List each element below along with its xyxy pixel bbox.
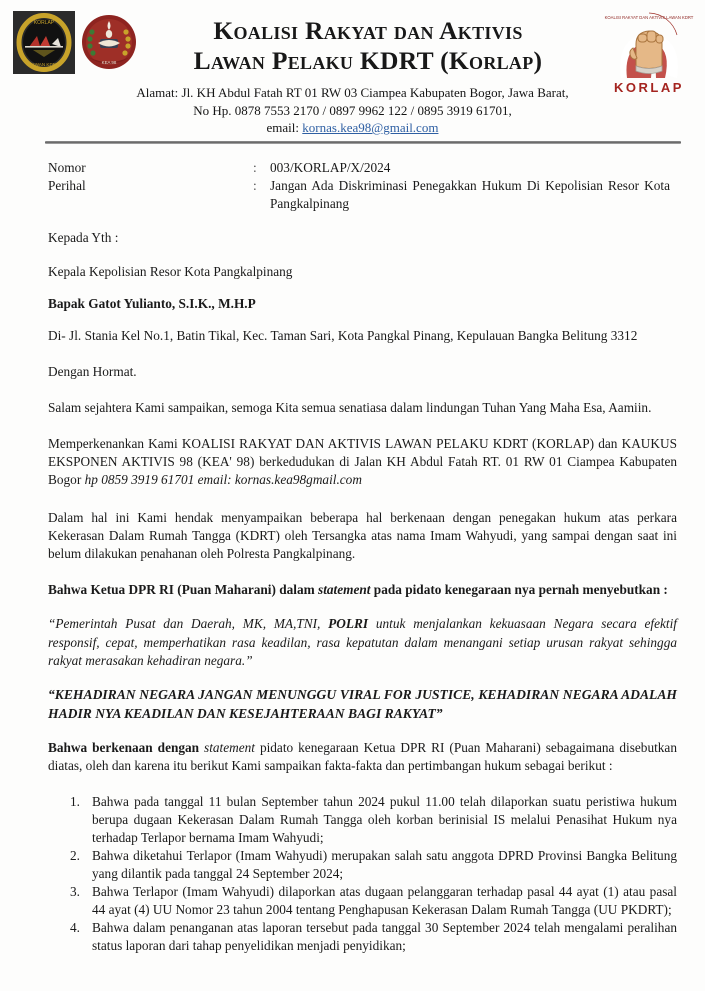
list-item bbox=[48, 847, 677, 883]
meta-row-perihal bbox=[48, 177, 677, 213]
recipient-name: Bapak Gatot Yulianto, S.I.K., M.H.P bbox=[48, 296, 256, 311]
berkenaan-part1: Bahwa berkenaan dengan bbox=[48, 739, 205, 755]
korlap-fist-logo bbox=[603, 8, 695, 96]
email-link[interactable]: kornas.kea98@gmail.com bbox=[302, 120, 439, 135]
recipient-salutation: Kepada Yth : bbox=[48, 230, 119, 245]
quote-pemerintah-pusat bbox=[48, 615, 677, 671]
svg-text:LAWAN KDRT: LAWAN KDRT bbox=[29, 62, 59, 67]
paragraph-intro-contact: hp 0859 3919 61701 email: kornas.kea98gmail.com bbox=[84, 472, 362, 487]
email-label: email: bbox=[266, 120, 300, 135]
korlap-wordmark: KORLAP bbox=[614, 80, 684, 95]
meta-colon-perihal: : bbox=[253, 178, 257, 193]
organization-title bbox=[148, 16, 588, 76]
org-title-line-1: Koalisi Rakyat dan Aktivis bbox=[213, 16, 523, 45]
svg-text:KORLAP: KORLAP bbox=[33, 20, 55, 26]
org-title-line-2: Lawan Pelaku KDRT (Korlap) bbox=[193, 46, 543, 75]
letterhead bbox=[0, 0, 705, 142]
bahwa-ketua-statement-italic: statement bbox=[318, 582, 371, 597]
paragraph-salam: Salam sejahtera Kami sampaikan, semoga Kita semua senatiasa dalam lindungan Tuhan Yang Maha Esa, Aamiin. bbox=[48, 400, 652, 415]
meta-colon-nomor: : bbox=[253, 160, 257, 175]
garuda-pancasila-emblem bbox=[13, 11, 75, 74]
quote1-polri-bold: POLRI bbox=[328, 616, 369, 631]
meta-label-perihal: Perihal bbox=[48, 178, 86, 193]
letter-meta-block bbox=[48, 159, 677, 213]
berkenaan-part2: pidato kenegaraan Ketua DPR RI (Puan Maharani) sebagaimana disebutkan diatas, oleh dan karena itu berikut Kami sampaikan fakta-fakta dan pertimbangan hukum sebagai berikut : bbox=[48, 739, 677, 773]
paragraph-bahwa-ketua-dpr bbox=[48, 581, 677, 599]
address-line-1: Alamat: Jl. KH Abdul Fatah RT 01 RW 03 Ciampea Kabupaten Bogor, Jawa Barat, bbox=[136, 85, 569, 100]
quote1-part-a: “Pemerintah Pusat dan Daerah, MK, MA,TNI, bbox=[48, 616, 329, 631]
bahwa-ketua-part1: Bahwa Ketua DPR RI (Puan Maharani) dalam bbox=[48, 582, 319, 597]
berkenaan-statement-italic: statement bbox=[204, 739, 255, 755]
paragraph-intro-text: Memperkenankan Kami KOALISI RAKYAT DAN AKTIVIS LAWAN PELAKU KDRT (KORLAP) dan KAUKUS EKSPONEN AKTIVIS 98 (KEA' 98) berkedudukan di Jalan KH Abdul Fatah RT. 01 RW 01 Ciampea Kabupaten Bogor bbox=[48, 436, 677, 487]
organization-address bbox=[40, 84, 665, 137]
list-item-number: 4. bbox=[70, 919, 80, 935]
svg-text:KOALISI RAKYAT DAN AKTIVIS LAW: KOALISI RAKYAT DAN AKTIVIS LAWAN KDRT bbox=[604, 15, 694, 20]
quote-kehadiran-negara: “KEHADIRAN NEGARA JANGAN MENUNGGU VIRAL FOR JUSTICE, KEHADIRAN NEGARA ADALAH HADIR NYA KEADILAN DAN KESEJAHTERAAN BAGI RAKYAT” bbox=[48, 686, 677, 721]
quote1-part-b: untuk menjalankan kekuasaan Negara secara efektif responsif, cepat, memperhatikan rasa keadilan, rasa kepatutan dalam menangani setiap urusan rakyat sehingga rakyat merasakan kehadiran negara.” bbox=[48, 616, 677, 668]
email-line bbox=[40, 119, 665, 137]
list-item-number: 2. bbox=[70, 847, 80, 863]
address-line-2: No Hp. 0878 7553 2170 / 0897 9962 122 / 0895 3919 61701, bbox=[193, 102, 512, 118]
facts-list bbox=[48, 793, 677, 955]
meta-row-nomor bbox=[48, 159, 677, 177]
bahwa-ketua-part2: pada pidato kenegaraan nya pernah menyebutkan : bbox=[370, 582, 668, 597]
greeting: Dengan Hormat. bbox=[48, 364, 137, 379]
list-item-text: Bahwa diketahui Terlapor (Imam Wahyudi) merupakan salah satu anggota DPRD Provinsi Bangka Belitung yang dilantik pada tanggal 24 September 2024; bbox=[92, 847, 677, 881]
paragraph-maksud: Dalam hal ini Kami hendak menyampaikan beberapa hal berkenaan dengan penegakan hukum atas perkara Kekerasan Dalam Rumah Tangga (KDRT) oleh Tersangka atas nama Imam Wahyudi, yang sampai dengan saat ini belum dilakukan penahanan oleh Polresta Pangkalpinang. bbox=[48, 510, 677, 561]
letter-body bbox=[0, 142, 705, 955]
svg-text:KEA 98: KEA 98 bbox=[101, 60, 117, 65]
list-item bbox=[48, 919, 677, 955]
list-item-text: Bahwa pada tanggal 11 bulan September tahun 2024 pukul 11.00 telah dilaporkan suatu peristiwa hukum berupa dugaan Kekerasan Dalam Rumah Tangga oleh korban berinisial IS melalui Penasihat Hukum nya terhadap Terlapor bernama Imam Wahyudi; bbox=[92, 793, 677, 845]
list-item-number: 3. bbox=[70, 883, 80, 899]
list-item-number: 1. bbox=[70, 793, 80, 809]
list-item-text: Bahwa Terlapor (Imam Wahyudi) dilaporkan atas dugaan pelanggaran terhadap pasal 44 ayat (1) atau pasal 44 ayat (4) UU Nomor 23 tahun 2004 tentang Penghapusan Kekerasan Dalam Rumah Tangga (UU PKDRT); bbox=[92, 883, 677, 917]
meta-value-perihal: Jangan Ada Diskriminasi Penegakkan Hukum Di Kepolisian Resor Kota Pangkalpinang bbox=[270, 178, 670, 211]
list-item bbox=[48, 883, 677, 919]
list-item-text: Bahwa dalam penanganan atas laporan tersebut pada tanggal 30 September 2024 telah mengalami peralihan status laporan dari tahap penyelidikan menjadi penyidikan; bbox=[92, 919, 677, 953]
meta-value-nomor: 003/KORLAP/X/2024 bbox=[270, 160, 391, 175]
recipient-office: Kepala Kepolisian Resor Kota Pangkalpinang bbox=[48, 264, 293, 279]
meta-label-nomor: Nomor bbox=[48, 160, 86, 175]
list-item bbox=[48, 793, 677, 847]
kea98-handshake-emblem bbox=[78, 12, 140, 76]
paragraph-berkenaan bbox=[48, 739, 677, 775]
recipient-address: Di- Jl. Stania Kel No.1, Batin Tikal, Kec. Taman Sari, Kota Pangkal Pinang, Kepulauan Bangka Belitung 3312 bbox=[48, 328, 638, 343]
paragraph-intro bbox=[48, 435, 677, 489]
